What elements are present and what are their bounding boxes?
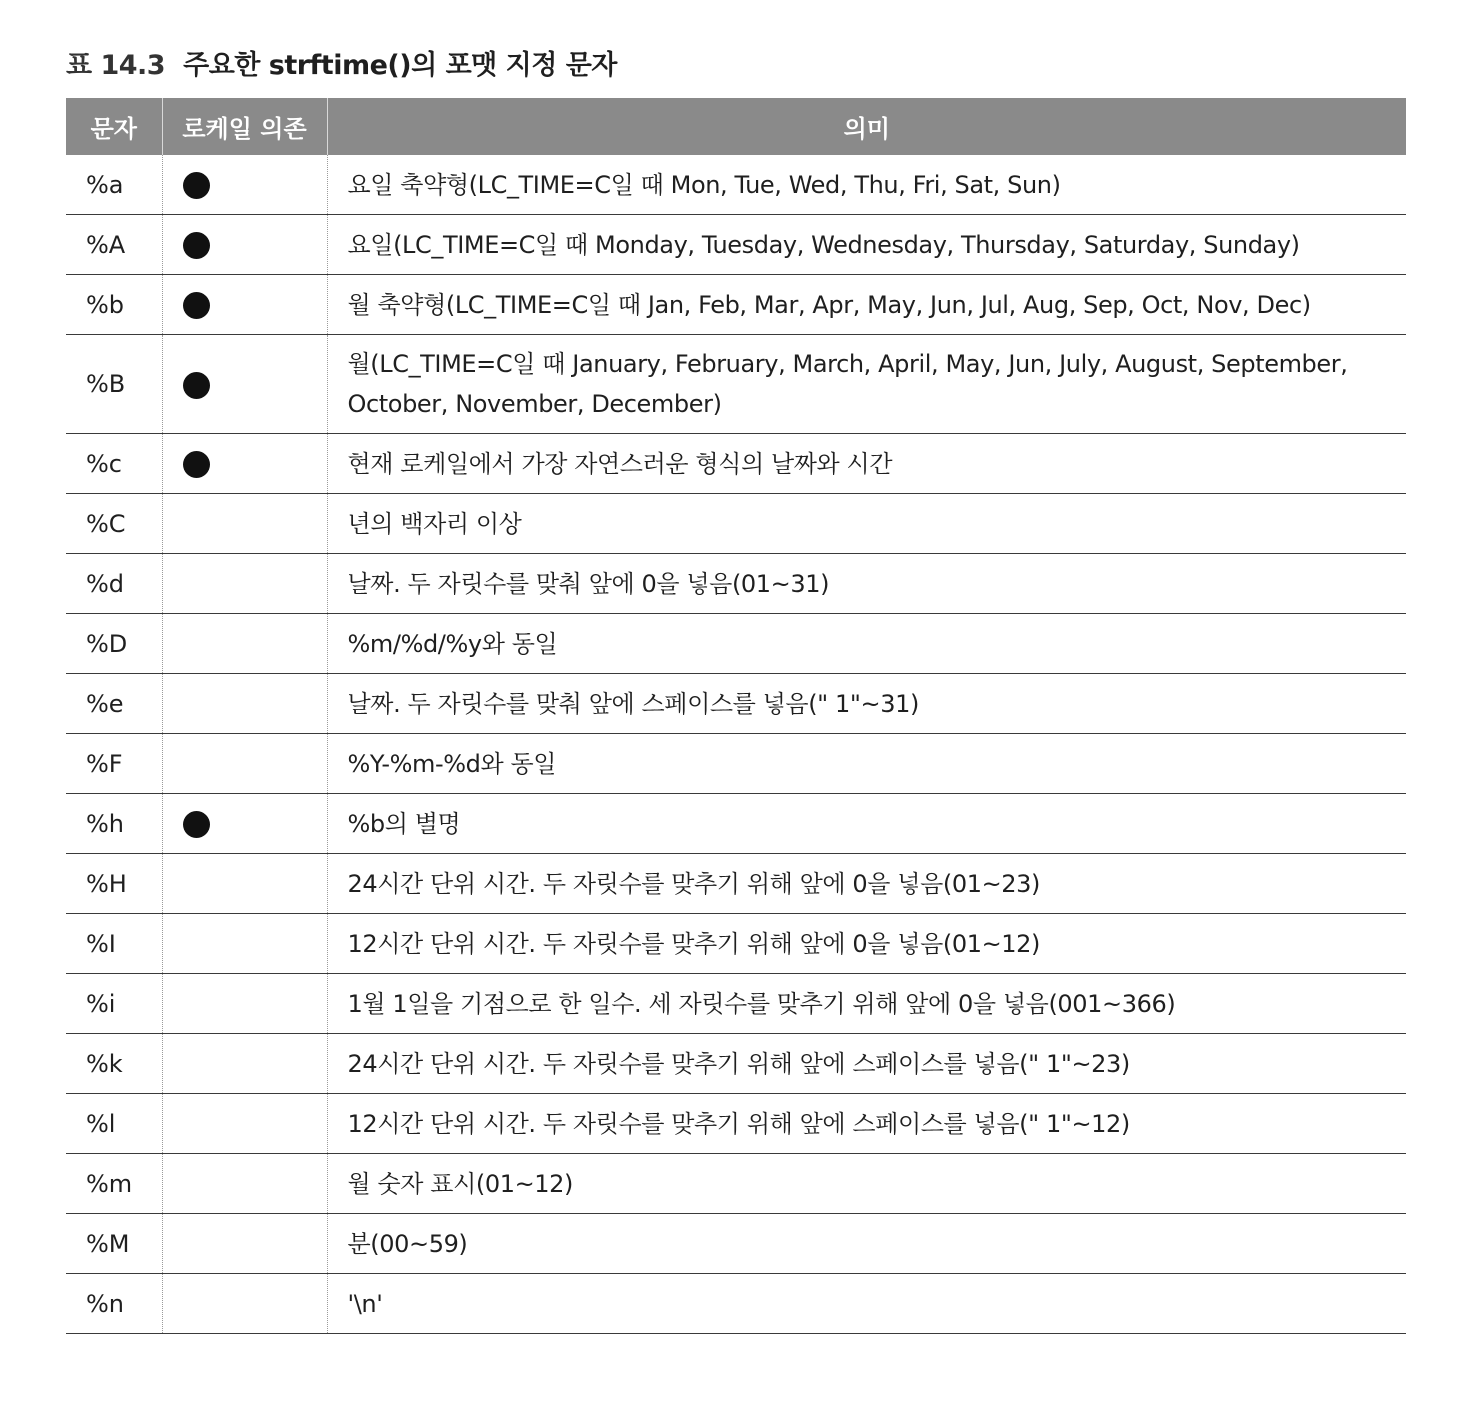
locale-cell <box>162 155 327 215</box>
table-row <box>66 914 1406 974</box>
caption-label: 표 14.3 <box>66 49 166 81</box>
locale-cell <box>162 215 327 275</box>
table-row <box>66 1094 1406 1154</box>
table-row <box>66 335 1406 434</box>
code-cell: %b <box>66 275 162 335</box>
code-cell: %H <box>66 854 162 914</box>
header-code: 문자 <box>66 98 162 155</box>
meaning-cell: %Y-%m-%d와 동일 <box>327 734 1406 794</box>
table-row <box>66 674 1406 734</box>
code-cell: %e <box>66 674 162 734</box>
code-cell: %l <box>66 1094 162 1154</box>
meaning-cell: 24시간 단위 시간. 두 자릿수를 맞추기 위해 앞에 0을 넣음(01~23) <box>327 854 1406 914</box>
locale-cell <box>162 1034 327 1094</box>
code-cell: %a <box>66 155 162 215</box>
table-row <box>66 794 1406 854</box>
table-row <box>66 155 1406 215</box>
locale-dependent-dot-icon <box>183 451 210 478</box>
code-cell: %F <box>66 734 162 794</box>
meaning-cell: 날짜. 두 자릿수를 맞춰 앞에 0을 넣음(01~31) <box>327 554 1406 614</box>
meaning-cell: 24시간 단위 시간. 두 자릿수를 맞추기 위해 앞에 스페이스를 넣음(" 1"~23) <box>327 1034 1406 1094</box>
locale-cell <box>162 275 327 335</box>
meaning-cell: 월(LC_TIME=C일 때 January, February, March, April, May, Jun, July, August, September, October, November, December) <box>327 335 1406 434</box>
code-cell: %k <box>66 1034 162 1094</box>
locale-cell <box>162 794 327 854</box>
locale-cell <box>162 1274 327 1334</box>
meaning-cell: 월 축약형(LC_TIME=C일 때 Jan, Feb, Mar, Apr, May, Jun, Jul, Aug, Sep, Oct, Nov, Dec) <box>327 275 1406 335</box>
table-row <box>66 494 1406 554</box>
code-cell: %B <box>66 335 162 434</box>
locale-cell <box>162 854 327 914</box>
locale-cell <box>162 1154 327 1214</box>
table-row <box>66 1274 1406 1334</box>
code-cell: %C <box>66 494 162 554</box>
locale-cell <box>162 1214 327 1274</box>
meaning-cell: '\n' <box>327 1274 1406 1334</box>
table-row <box>66 554 1406 614</box>
meaning-cell: %m/%d/%y와 동일 <box>327 614 1406 674</box>
table-row <box>66 1154 1406 1214</box>
code-cell: %i <box>66 974 162 1034</box>
locale-dependent-dot-icon <box>183 372 210 399</box>
locale-cell <box>162 734 327 794</box>
meaning-cell: 12시간 단위 시간. 두 자릿수를 맞추기 위해 앞에 스페이스를 넣음(" 1"~12) <box>327 1094 1406 1154</box>
code-cell: %n <box>66 1274 162 1334</box>
header-locale: 로케일 의존 <box>162 98 327 155</box>
locale-cell <box>162 914 327 974</box>
meaning-cell: %b의 별명 <box>327 794 1406 854</box>
table-row <box>66 614 1406 674</box>
code-cell: %I <box>66 914 162 974</box>
table-row <box>66 1214 1406 1274</box>
locale-cell <box>162 494 327 554</box>
meaning-cell: 현재 로케일에서 가장 자연스러운 형식의 날짜와 시간 <box>327 434 1406 494</box>
meaning-cell: 월 숫자 표시(01~12) <box>327 1154 1406 1214</box>
header-meaning: 의미 <box>327 98 1406 155</box>
table-row <box>66 1034 1406 1094</box>
locale-cell <box>162 554 327 614</box>
locale-cell <box>162 614 327 674</box>
meaning-cell: 년의 백자리 이상 <box>327 494 1406 554</box>
locale-cell <box>162 434 327 494</box>
meaning-cell: 1월 1일을 기점으로 한 일수. 세 자릿수를 맞추기 위해 앞에 0을 넣음(001~366) <box>327 974 1406 1034</box>
meaning-cell: 12시간 단위 시간. 두 자릿수를 맞추기 위해 앞에 0을 넣음(01~12) <box>327 914 1406 974</box>
meaning-cell: 분(00~59) <box>327 1214 1406 1274</box>
meaning-cell: 요일 축약형(LC_TIME=C일 때 Mon, Tue, Wed, Thu, Fri, Sat, Sun) <box>327 155 1406 215</box>
locale-dependent-dot-icon <box>183 172 210 199</box>
code-cell: %A <box>66 215 162 275</box>
meaning-cell: 요일(LC_TIME=C일 때 Monday, Tuesday, Wednesday, Thursday, Saturday, Sunday) <box>327 215 1406 275</box>
code-cell: %h <box>66 794 162 854</box>
code-cell: %c <box>66 434 162 494</box>
locale-cell <box>162 974 327 1034</box>
locale-dependent-dot-icon <box>183 232 210 259</box>
code-cell: %d <box>66 554 162 614</box>
table-row <box>66 215 1406 275</box>
table-caption <box>66 40 617 84</box>
table-row <box>66 974 1406 1034</box>
code-cell: %D <box>66 614 162 674</box>
locale-cell <box>162 1094 327 1154</box>
table-row <box>66 275 1406 335</box>
locale-cell <box>162 335 327 434</box>
table-row <box>66 734 1406 794</box>
meaning-cell: 날짜. 두 자릿수를 맞춰 앞에 스페이스를 넣음(" 1"~31) <box>327 674 1406 734</box>
locale-cell <box>162 674 327 734</box>
table-row <box>66 434 1406 494</box>
caption-title: 주요한 strftime()의 포맷 지정 문자 <box>183 49 617 81</box>
locale-dependent-dot-icon <box>183 811 210 838</box>
format-table <box>66 98 1406 1334</box>
code-cell: %m <box>66 1154 162 1214</box>
locale-dependent-dot-icon <box>183 292 210 319</box>
table-row <box>66 854 1406 914</box>
header-row <box>66 98 1406 155</box>
code-cell: %M <box>66 1214 162 1274</box>
